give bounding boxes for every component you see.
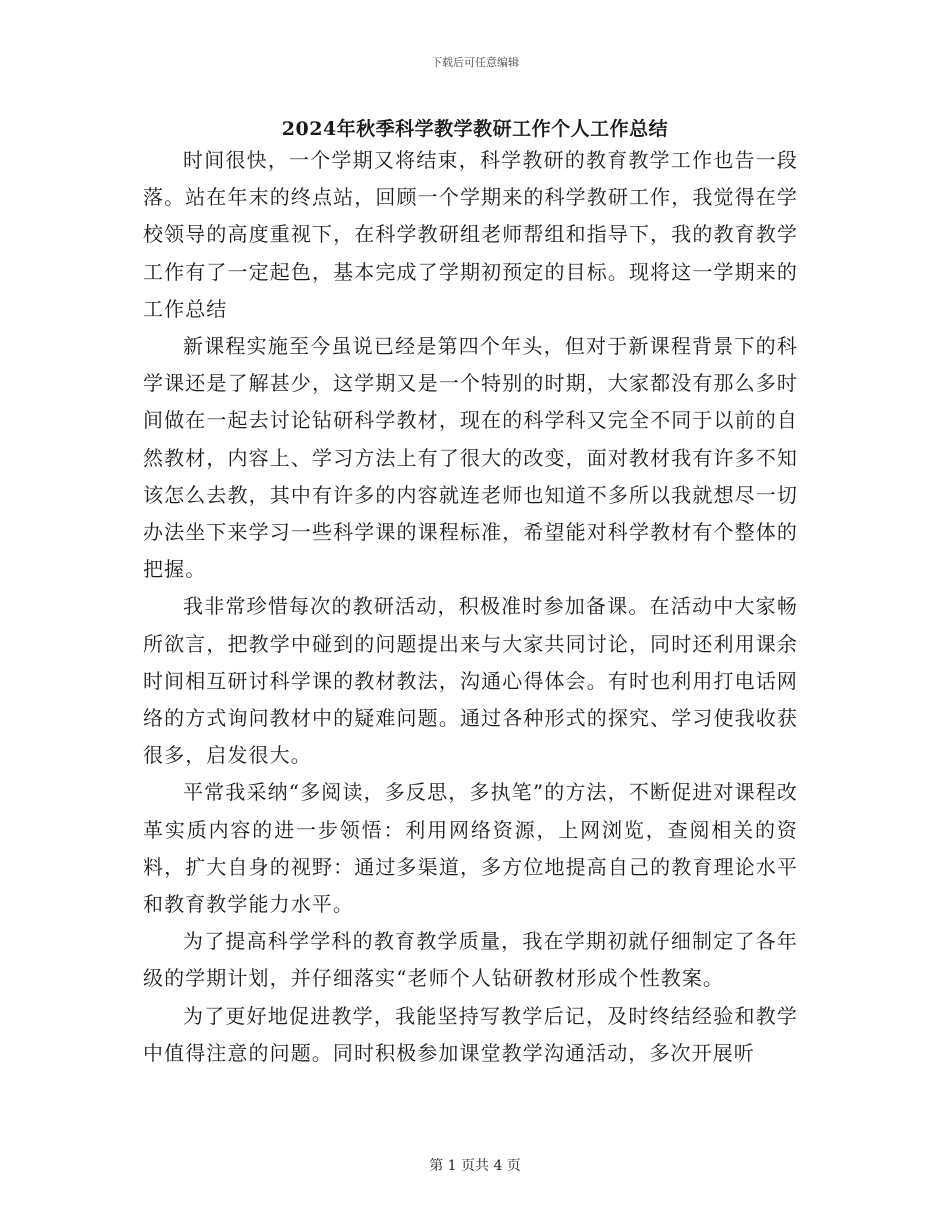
paragraph-2: 新课程实施至今虽说已经是第四个年头，但对于新课程背景下的科学课还是了解甚少，这学期又是一个特别的时期，大家都没有那么多时间做在一起去讨论钻研科学教材，现在的科学科又完全不同于以前的自然教材，内容上、学习方法上有了很大的改变，面对教材我有许多不知该怎么去教，其中有许多的内容就连老师也知道不多所以我就想尽一切办法坐下来学习一些科学课的课程标准，希望能对科学教材有个整体的把握。 xyxy=(143,334,798,582)
page-number: 第 1 页共 4 页 xyxy=(429,1158,521,1174)
paragraph-1: 时间很快，一个学期又将结束，科学教研的教育教学工作也告一段落。站在年末的终点站，回顾一个学期来的科学教研工作，我觉得在学校领导的高度重视下，在科学教研组老师帮组和指导下，我的教育教学工作有了一定起色，基本完成了学期初预定的目标。现将这一学期来的工作总结 xyxy=(143,148,798,321)
page-header-note: 下载后可任意编辑 xyxy=(431,56,519,69)
paragraph-3: 我非常珍惜每次的教研活动，积极准时参加备课。在活动中大家畅所欲言，把教学中碰到的问题提出来与大家共同讨论，同时还利用课余时间相互研讨科学课的教材教法，沟通心得体会。有时也利用打电话网络的方式询问教材中的疑难问题。通过各种形式的探究、学习使我收获很多，启发很大。 xyxy=(143,594,798,768)
document-body xyxy=(143,142,798,1072)
paragraph-5: 为了提高科学学科的教育教学质量，我在学期初就仔细制定了各年级的学期计划，并仔细落实“老师个人钻研教材形成个性教案。 xyxy=(143,929,798,991)
paragraph-4: 平常我采纳“多阅读，多反思，多执笔”的方法，不断促进对课程改革实质内容的进一步领悟：利用网络资源，上网浏览，查阅相关的资料，扩大自身的视野：通过多渠道，多方位地提高自己的教育理论水平和教育教学能力水平。 xyxy=(143,780,798,917)
document-title: 2024年秋季科学教学教研工作个人工作总结 xyxy=(281,118,669,140)
paragraph-6: 为了更好地促进教学，我能坚持写教学后记，及时终结经验和教学中值得注意的问题。同时积极参加课堂教学沟通活动，多次开展听 xyxy=(143,1003,798,1065)
